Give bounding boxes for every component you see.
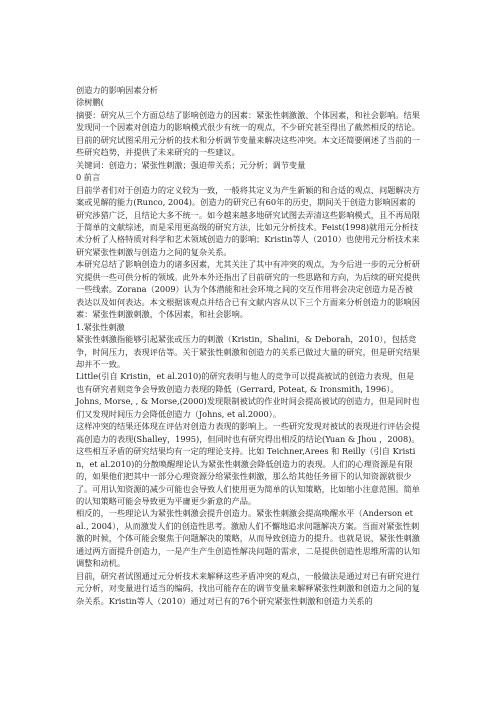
section-1-paragraph-3: Johns, Morse, , & Morse,(2000)发现限制被试的作业时间会提高被试的创造力，但是同时也们又发现时间压力会降低创造力（Johns, et al.2000）。	[76, 396, 420, 419]
intro-paragraph-2: 本研究总结了影响创造力的诸多因素，尤其关注了其中有冲突的观点，为今后进一步的元分析研究提供一些可供分析的领域。此外本外还指出了目前研究的一些思路和方向，为后续的研究提供一些线索。Zorana（2009）认为个体潜能和社会环境之间的交互作用将会决定创造力是否被表达以及如何表达。本文根据该观点并结合已有文献内容从以下三个方面来分析创造力的影响因素：紧张性刺激刺激，个体因素，和社会影响。	[76, 259, 420, 320]
abstract-paragraph: 摘要：研究从三个方面总结了影响创造力的因素：紧张性刺激激、个体因素，和社会影响。结果发现同一个因素对创造力的影响模式很少有统一的观点，不少研究甚至得出了截然相反的结论。目前的研究试图采用元分析的技术和分析调节变量来解决这些冲突。本文还简要阐述了当前的一些研究趋势，并提供了未来研究的一些建议。	[76, 109, 420, 158]
document-title: 创造力的影响因素分析	[76, 85, 158, 95]
section-1-paragraph-4: 这样冲突的结果还体现在评估对创造力表现的影响上。一些研究发现对被试的表现进行评估会提高创造力的表现(Shalley，1995)，但同时也有研究得出相反的结论(Yuan & Jhou ，2008)。这些相互矛盾的研究结果均有一定的理论支持。比如 Teichner,Arees 和 Reilly（引自 Kristin，et al.2010)的分散唤醒理论认为紧张性刺激会降低创造力的表现。人们的心理资源是有限的，如果他们把其中一部分心理资源分给紧张性刺激，那么给其他任务留下的认知资源就很少了。可用认知资源的减少可能也会导致人们使用更为简单的认知策略，比如缩小注意范围。简单的认知策略可能会导致更为平庸更少新意的产品。	[76, 421, 420, 506]
author-line: 徐树鹏(	[76, 97, 104, 108]
keywords-line: 关键词：创造力；紧张性刺激；强迫带关系；元分析；调节变量	[76, 159, 306, 170]
section-1-heading: 1.紧张性刺激	[76, 321, 125, 332]
section-0-heading: 0 前言	[76, 172, 101, 183]
section-1-paragraph-6: 目前，研究者试图通过元分析技术来解释这些矛盾冲突的观点，一般做法是通过对已有研究进行元分析，对变量进行适当的编码，找出可能存在的调节变量来解释紧张性刺激和创造力之间的复杂关系。Kristin等人（2010）通过对已有的76个研究紧张性刺激和创造力关系的	[76, 570, 420, 606]
section-1-paragraph-2: Little(引自 Kristin，et al.2010)的研究表明与他人的竞争可以提高被试的创造力表现，但是也有研究者则竞争会导致创造力表现的降低（Gerrard, Poteat, & Ironsmith, 1996）。	[76, 371, 415, 394]
section-1-paragraph-5: 相反的，一些理论认为紧张性刺激会提升创造力。紧张性刺激会提高唤醒水平（Anderson et al., 2004），从而激发人们的创造性思考。激励人们不懈地追求问题解决方案。当面对紧张性刺激的时候，个体可能会聚焦于问题解决的策略，从而导致创造力的提升。也就是说，紧张性刺激通过两方面提升创造力，一是产生产生创造性解决问题的需求，二是提供创造性思维所需的认知调整和动机。	[76, 508, 420, 569]
section-1-paragraph-1: 紧张性刺激指能够引起紧张或压力的刺激（Kristin，Shalini，& Deborah，2010），包括竞争，时间压力，表现评估等。关于紧张性刺激和创造力的关系已做过大量的研究，但是研究结果却并不一致。	[76, 334, 420, 369]
intro-paragraph-1: 目前学者们对于创造力的定义较为一致，一般将其定义为产生新颖的和合适的观点、问题解决方案或见解的能力(Runco, 2004)。创造力的研究已有60年的历史，期间关于创造力影响因素的研究涉猎广泛，且结论大多不统一。如今越来越多地研究试图去弄清这些影响模式，且不再局限于简单的文献综述，而是采用更高级的研究方法，比如元分析技术。Feist(1998)就用元分析技术分析了人格特质对科学和艺术领域创造力的影响；Kristin等人（2010）也使用元分析技术来研究紧张性刺激与创造力之间的复杂关系。	[76, 184, 420, 257]
